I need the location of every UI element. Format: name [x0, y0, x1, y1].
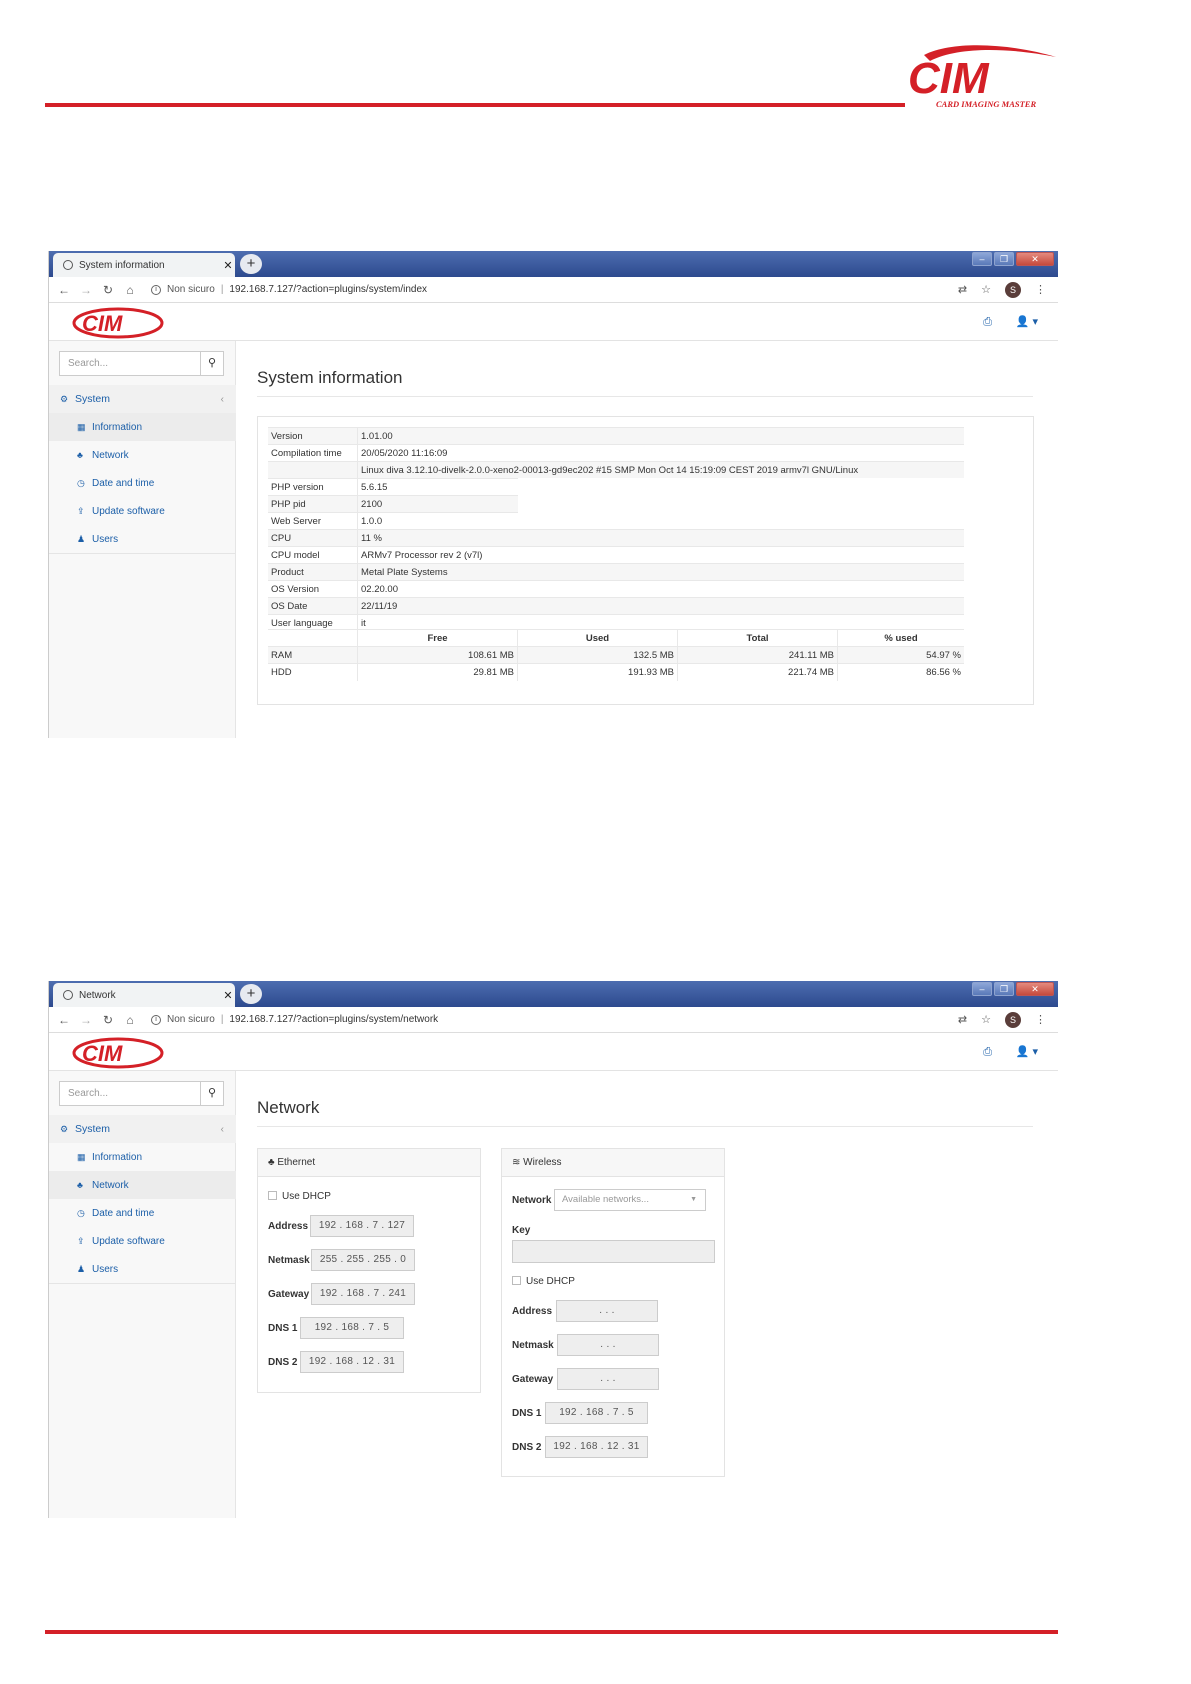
sidebar-divider [49, 1283, 236, 1284]
browser-tab-strip [49, 251, 1058, 277]
app-header [49, 304, 1058, 341]
menu-dots-icon[interactable]: ⋮ [1035, 1014, 1046, 1026]
wireless-dns2-input[interactable]: 192 . 168 . 12 . 31 [545, 1436, 648, 1458]
browser-tab-strip [49, 981, 1058, 1007]
table-row [268, 663, 964, 680]
memory-header-row [268, 629, 964, 646]
table-cell: 54.97 % [926, 650, 961, 661]
sidebar-item-label: Network [92, 1180, 129, 1191]
url-field[interactable]: 192.168.7.127/?action=plugins/system/index [229, 284, 428, 295]
back-arrow-icon[interactable]: ← [58, 1012, 70, 1027]
sidebar-item-label: System [75, 393, 111, 405]
sidebar-item-network[interactable] [49, 1171, 236, 1199]
wireless-key-input[interactable] [512, 1240, 715, 1263]
info-key: User language [268, 614, 358, 631]
sidebar-item-information[interactable] [49, 1143, 236, 1171]
ethernet-address-input[interactable]: 192 . 168 . 7 . 127 [310, 1215, 414, 1237]
star-icon[interactable]: ☆ [981, 284, 991, 296]
table-cell: RAM [268, 647, 358, 664]
table-cell: 86.56 % [926, 667, 961, 678]
user-icon: ♟ [77, 534, 86, 544]
sidebar-item-users[interactable] [49, 525, 236, 553]
wireless-panel [501, 1148, 725, 1477]
browser-actions [958, 1012, 1058, 1028]
search-box [59, 351, 224, 376]
cim-brand-logo [906, 43, 1058, 113]
sidebar-item-network[interactable] [49, 441, 236, 469]
svg-text:CARD IMAGING MASTER: CARD IMAGING MASTER [936, 99, 1037, 109]
upload-icon: ⇪ [77, 506, 85, 516]
table-icon: ▦ [77, 1152, 86, 1162]
table-row [268, 646, 964, 663]
info-key: OS Version [268, 580, 358, 597]
sidebar-item-users[interactable] [49, 1255, 236, 1283]
info-value: Linux diva 3.12.10-divelk-2.0.0-xeno2-00013-gd9ec202 #15 SMP Mon Oct 14 15:19:09 CEST 2019 armv7l GNU/Linux [358, 461, 964, 478]
svg-text:CIM: CIM [82, 311, 123, 336]
cim-app-logo[interactable] [72, 307, 168, 339]
clock-icon: ◷ [77, 478, 85, 488]
info-value: 1.0.0 [358, 512, 518, 529]
search-input[interactable] [60, 352, 200, 375]
wireless-gateway-input[interactable]: . . . [557, 1368, 659, 1390]
search-icon[interactable]: ⚲ [200, 352, 223, 375]
minimize-button[interactable]: – [972, 252, 992, 266]
system-information-screenshot [48, 251, 1058, 738]
info-value: ARMv7 Processor rev 2 (v7l) [358, 546, 964, 563]
field-label: DNS 1 [512, 1408, 542, 1419]
window-controls [972, 252, 1054, 266]
svg-text:CIM: CIM [908, 54, 989, 103]
table-header [268, 630, 358, 647]
ethernet-dhcp-row [268, 1191, 331, 1202]
sidebar-item-label: Date and time [92, 1208, 155, 1219]
info-key: PHP pid [268, 495, 358, 512]
back-arrow-icon[interactable]: ← [58, 282, 70, 297]
browser-actions [958, 282, 1058, 298]
memory-table [268, 629, 964, 680]
browser-tab[interactable] [53, 983, 235, 1007]
star-icon[interactable]: ☆ [981, 1014, 991, 1026]
sidebar-item-system[interactable] [49, 1115, 236, 1143]
sitemap-icon: ♣ [268, 1157, 275, 1168]
cogs-icon: ⚙ [60, 1124, 69, 1134]
chevron-left-icon[interactable]: ‹ [220, 1123, 224, 1135]
page-title: System information [257, 368, 403, 387]
table-header: Total [678, 630, 838, 647]
table-header: % used [884, 633, 918, 644]
translate-icon[interactable]: ⇄ [957, 284, 968, 296]
sidebar-item-label: System [75, 1123, 111, 1135]
insecure-label: Non sicuro [167, 1014, 215, 1025]
info-key: OS Date [268, 597, 358, 614]
sidebar-item-label: Date and time [92, 478, 155, 489]
ethernet-dns1-input[interactable]: 192 . 168 . 7 . 5 [300, 1317, 404, 1339]
info-icon[interactable]: i [151, 285, 161, 295]
forward-arrow-icon[interactable]: → [80, 1012, 92, 1027]
field-label: Netmask [268, 1255, 310, 1266]
info-key: Web Server [268, 512, 358, 529]
window-controls [972, 982, 1054, 996]
title-divider [257, 396, 1033, 397]
address-bar [49, 277, 1058, 303]
table-header: Used [518, 630, 678, 647]
sidebar [49, 341, 236, 738]
info-value: 2100 [358, 495, 518, 512]
info-key: Compilation time [268, 444, 358, 461]
table-cell: 191.93 MB [518, 664, 678, 681]
sitemap-icon: ♣ [77, 450, 83, 460]
field-label: Netmask [512, 1340, 554, 1351]
printer-icon[interactable]: ⎙ [983, 316, 992, 328]
table-icon: ▦ [77, 422, 86, 432]
info-value: it [358, 614, 964, 631]
close-tab-icon[interactable]: ✕ [223, 989, 233, 1002]
maximize-button[interactable]: ❐ [994, 252, 1014, 266]
printer-icon[interactable]: ⎙ [983, 1046, 992, 1058]
cogs-icon: ⚙ [60, 394, 69, 404]
sidebar-item-update-software[interactable] [49, 497, 236, 525]
profile-avatar[interactable]: S [1005, 282, 1021, 298]
sidebar-item-system[interactable] [49, 385, 236, 413]
home-icon[interactable]: ⌂ [126, 282, 134, 297]
info-key [268, 461, 358, 478]
insecure-label: Non sicuro [167, 284, 215, 295]
maximize-button[interactable]: ❐ [994, 982, 1014, 996]
wireless-netmask-input[interactable]: . . . [557, 1334, 659, 1356]
reload-icon[interactable]: ↻ [102, 282, 114, 297]
search-box [59, 1081, 224, 1106]
field-label: DNS 1 [268, 1323, 298, 1334]
close-tab-icon[interactable]: ✕ [223, 259, 233, 272]
window-close-button[interactable]: ✕ [1016, 982, 1054, 996]
new-tab-button[interactable]: + [240, 984, 262, 1004]
info-icon[interactable]: i [151, 1015, 161, 1025]
sidebar-item-update-software[interactable] [49, 1227, 236, 1255]
info-value: 5.6.15 [358, 478, 518, 495]
sidebar-item-label: Users [92, 534, 119, 545]
panel-title: Wireless [523, 1157, 562, 1168]
table-cell: HDD [268, 664, 358, 681]
sidebar-item-label: Information [92, 1152, 143, 1163]
sidebar-item-label: Information [92, 422, 143, 433]
network-screenshot [48, 981, 1058, 1518]
table-header: Free [358, 630, 518, 647]
new-tab-button[interactable]: + [240, 254, 262, 274]
globe-icon [63, 990, 73, 1000]
info-key: CPU [268, 529, 358, 546]
sidebar-item-label: Update software [92, 506, 165, 517]
field-label: Address [512, 1306, 553, 1317]
address-separator: | [220, 1014, 224, 1025]
table-cell: 221.74 MB [678, 664, 838, 681]
info-value: 20/05/2020 11:16:09 [358, 444, 964, 461]
table-cell: 132.5 MB [518, 647, 678, 664]
main-content [257, 1071, 1040, 1518]
field-label: Network [512, 1195, 552, 1206]
app-header [49, 1034, 1058, 1071]
field-label: Key [512, 1225, 531, 1236]
ethernet-gateway-input[interactable]: 192 . 168 . 7 . 241 [311, 1283, 415, 1305]
home-icon[interactable]: ⌂ [126, 1012, 134, 1027]
wireless-dhcp-checkbox[interactable] [512, 1276, 521, 1285]
address-bar [49, 1007, 1058, 1033]
checkbox-label: Use DHCP [526, 1276, 575, 1287]
profile-avatar[interactable]: S [1005, 1012, 1021, 1028]
info-key: PHP version [268, 478, 358, 495]
sidebar-item-information[interactable] [49, 413, 236, 441]
info-key: CPU model [268, 546, 358, 563]
reload-icon[interactable]: ↻ [102, 1012, 114, 1027]
user-menu-icon[interactable]: 👤 ▾ [1015, 1046, 1038, 1058]
ethernet-netmask-input[interactable]: 255 . 255 . 255 . 0 [311, 1249, 415, 1271]
panel-title: Ethernet [277, 1157, 316, 1168]
minimize-button[interactable]: – [972, 982, 992, 996]
ethernet-dhcp-checkbox[interactable] [268, 1191, 277, 1200]
table-cell: 108.61 MB [358, 647, 518, 664]
chevron-left-icon[interactable]: ‹ [220, 393, 224, 405]
wireless-dns1-input[interactable]: 192 . 168 . 7 . 5 [545, 1402, 648, 1424]
menu-dots-icon[interactable]: ⋮ [1035, 284, 1046, 296]
search-icon[interactable]: ⚲ [200, 1082, 223, 1105]
info-value: 22/11/19 [358, 597, 964, 614]
system-info-panel [257, 416, 1034, 705]
wireless-panel-header [502, 1149, 724, 1177]
footer-rule [45, 1630, 1058, 1634]
sidebar-item-date-time[interactable] [49, 469, 236, 497]
page-title: Network [257, 1098, 320, 1117]
user-icon: ♟ [77, 1264, 86, 1274]
clock-icon: ◷ [77, 1208, 85, 1218]
info-key: Product [268, 563, 358, 580]
sitemap-icon: ♣ [77, 1180, 83, 1190]
field-label: DNS 2 [268, 1357, 298, 1368]
upload-icon: ⇪ [77, 1236, 85, 1246]
svg-text:CIM: CIM [82, 1041, 123, 1066]
sidebar-item-date-time[interactable] [49, 1199, 236, 1227]
wireless-network-select[interactable] [554, 1189, 706, 1211]
translate-icon[interactable]: ⇄ [957, 1014, 968, 1026]
caret-down-icon: ▼ [690, 1196, 697, 1203]
field-label: Gateway [268, 1289, 310, 1300]
ethernet-panel [257, 1148, 481, 1393]
address-separator: | [220, 284, 224, 295]
table-cell: 241.11 MB [678, 647, 838, 664]
browser-tab[interactable] [53, 253, 235, 277]
info-value: Metal Plate Systems [358, 563, 964, 580]
sidebar-item-label: Network [92, 450, 129, 461]
info-key: Version [268, 427, 358, 444]
ethernet-dns2-input[interactable]: 192 . 168 . 12 . 31 [300, 1351, 404, 1373]
info-value: 11 % [358, 529, 964, 546]
user-menu-icon[interactable]: 👤 ▾ [1015, 316, 1038, 328]
sidebar-item-label: Update software [92, 1236, 165, 1247]
sidebar-item-label: Users [92, 1264, 119, 1275]
ethernet-panel-header [258, 1149, 480, 1177]
main-content [257, 341, 1040, 738]
field-label: Address [268, 1221, 309, 1232]
info-value: 02.20.00 [358, 580, 964, 597]
field-label: Gateway [512, 1374, 554, 1385]
title-divider [257, 1126, 1033, 1127]
field-label: DNS 2 [512, 1442, 542, 1453]
wireless-address-input[interactable]: . . . [556, 1300, 658, 1322]
cim-app-logo[interactable] [72, 1037, 168, 1069]
table-cell: 29.81 MB [358, 664, 518, 681]
wireless-dhcp-row [512, 1276, 575, 1287]
globe-icon [63, 260, 73, 270]
window-close-button[interactable]: ✕ [1016, 252, 1054, 266]
checkbox-label: Use DHCP [282, 1191, 331, 1202]
select-placeholder: Available networks... [562, 1194, 649, 1205]
tab-title: Network [79, 989, 116, 1001]
search-input[interactable] [60, 1082, 200, 1105]
url-field[interactable]: 192.168.7.127/?action=plugins/system/network [229, 1014, 439, 1025]
sidebar [49, 1071, 236, 1518]
sidebar-divider [49, 553, 236, 554]
tab-title: System information [79, 259, 165, 271]
wifi-icon: ≋ [512, 1157, 521, 1168]
info-value: 1.01.00 [358, 427, 964, 444]
forward-arrow-icon[interactable]: → [80, 282, 92, 297]
header-rule [45, 103, 905, 107]
